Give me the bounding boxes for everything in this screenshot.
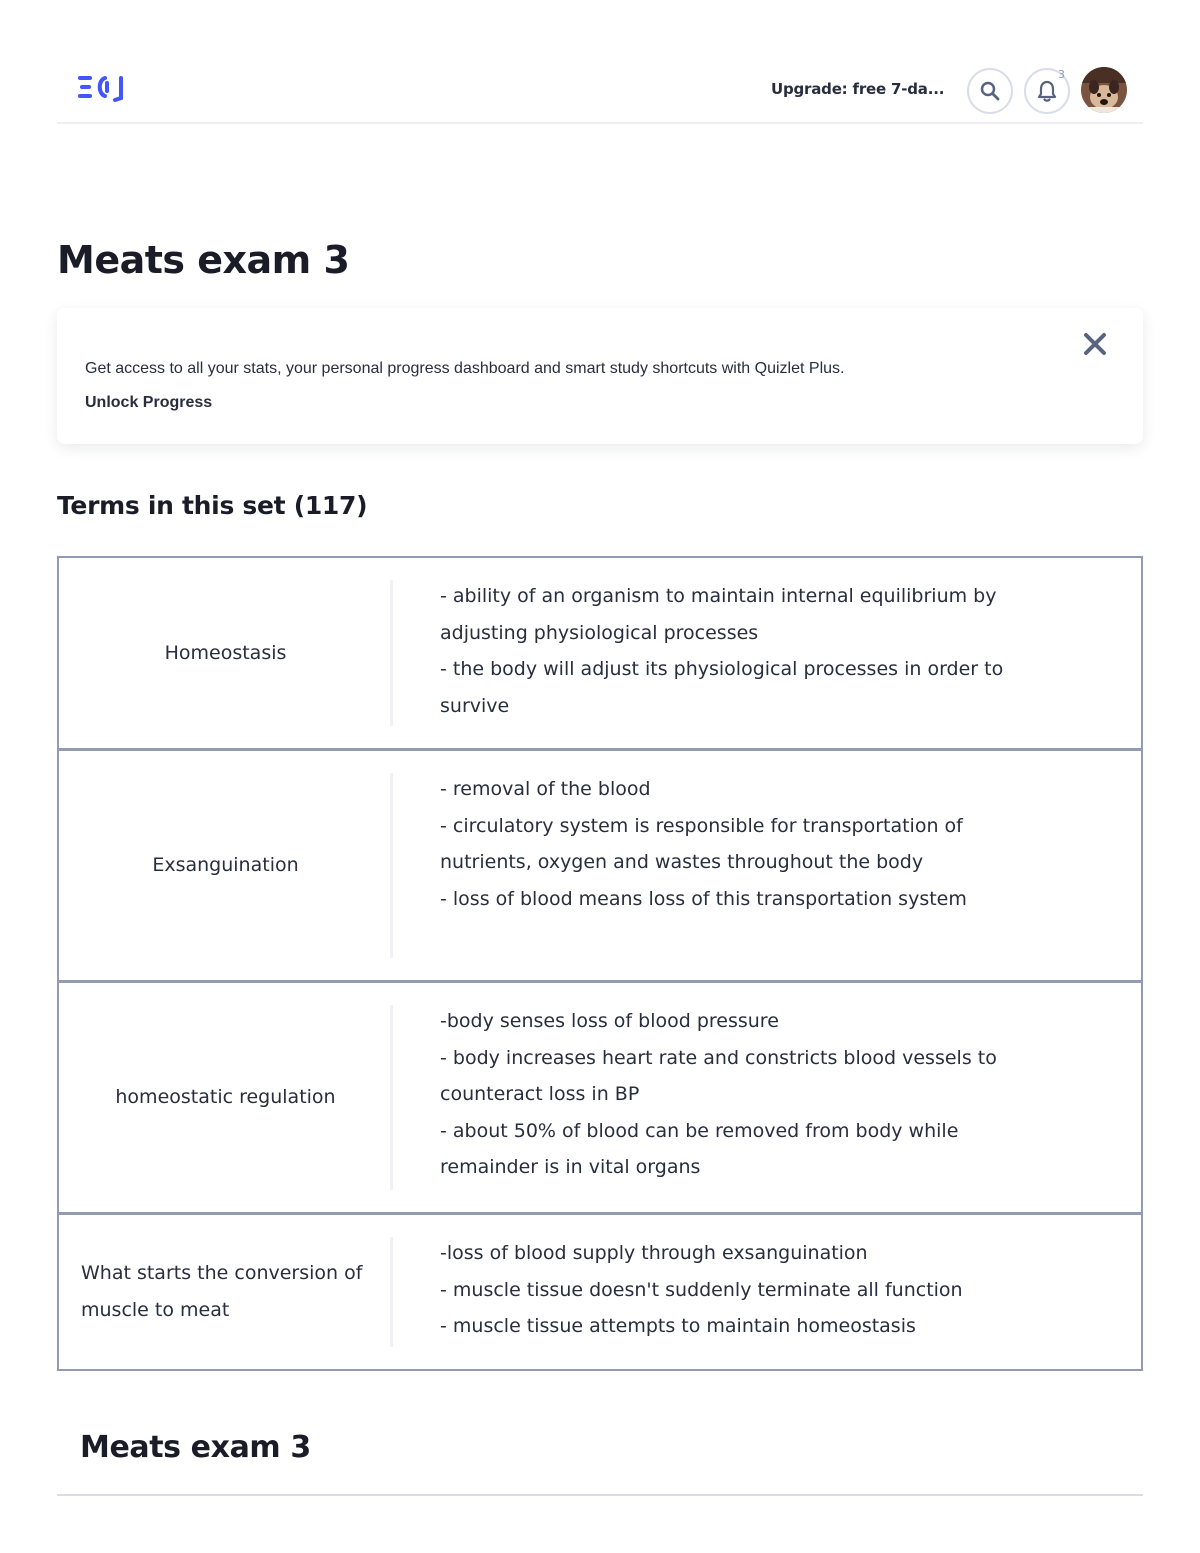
term-row — [59, 558, 1141, 751]
search-button[interactable] — [967, 68, 1013, 114]
search-icon — [979, 80, 1001, 102]
term-row — [59, 1215, 1141, 1369]
avatar-image-icon — [1081, 67, 1127, 113]
progress-promo-banner — [57, 308, 1143, 444]
terms-table — [57, 556, 1143, 1371]
term-text: What starts the conversion of muscle to meat — [81, 1262, 363, 1321]
term-row — [59, 983, 1141, 1215]
term-text: Exsanguination — [152, 854, 299, 876]
definition-text: -loss of blood supply through exsanguination - muscle tissue doesn't suddenly terminate all function - muscle tissue attempts to maintain homeostasis — [440, 1242, 963, 1338]
close-icon — [1083, 332, 1107, 356]
definition-text: - ability of an organism to maintain internal equilibrium by adjusting physiological processes - the body will adjust its physiological processes in order to survive — [440, 585, 1004, 717]
row-divider — [390, 1005, 393, 1190]
terms-heading: Terms in this set (117) — [57, 491, 368, 520]
definition-text: -body senses loss of blood pressure - body increases heart rate and constricts blood vessels to counteract loss in BP - about 50% of blood can be removed from body while remainder is in vital organs — [440, 1010, 997, 1179]
top-nav — [57, 60, 1143, 124]
term-row — [59, 751, 1141, 983]
promo-text: Get access to all your stats, your personal progress dashboard and smart study shortcuts with Quizlet Plus. — [85, 360, 845, 377]
footer-set-title: Meats exam 3 — [80, 1430, 311, 1465]
term-text: Homeostasis — [164, 641, 287, 664]
row-divider — [390, 580, 393, 726]
bell-icon — [1036, 79, 1058, 103]
unlock-progress-link[interactable]: Unlock Progress — [85, 394, 213, 411]
page-title: Meats exam 3 — [57, 238, 350, 282]
notification-count-badge: 3 — [1058, 68, 1065, 81]
promo-close-button[interactable] — [1079, 328, 1111, 360]
user-avatar[interactable] — [1081, 67, 1127, 113]
logo-mark-icon — [77, 72, 129, 106]
row-divider — [390, 1237, 393, 1347]
row-divider — [390, 773, 393, 958]
definition-text: - removal of the blood - circulatory system is responsible for transportation of nutrients, oxygen and wastes throughout the body - loss of blood means loss of this transportation system — [440, 778, 967, 910]
notifications-button[interactable] — [1024, 68, 1070, 114]
term-text: homeostatic regulation — [115, 1086, 336, 1108]
quizlet-logo[interactable] — [77, 72, 129, 106]
footer-divider — [57, 1494, 1143, 1496]
upgrade-button[interactable]: Upgrade: free 7-da... — [771, 80, 945, 98]
